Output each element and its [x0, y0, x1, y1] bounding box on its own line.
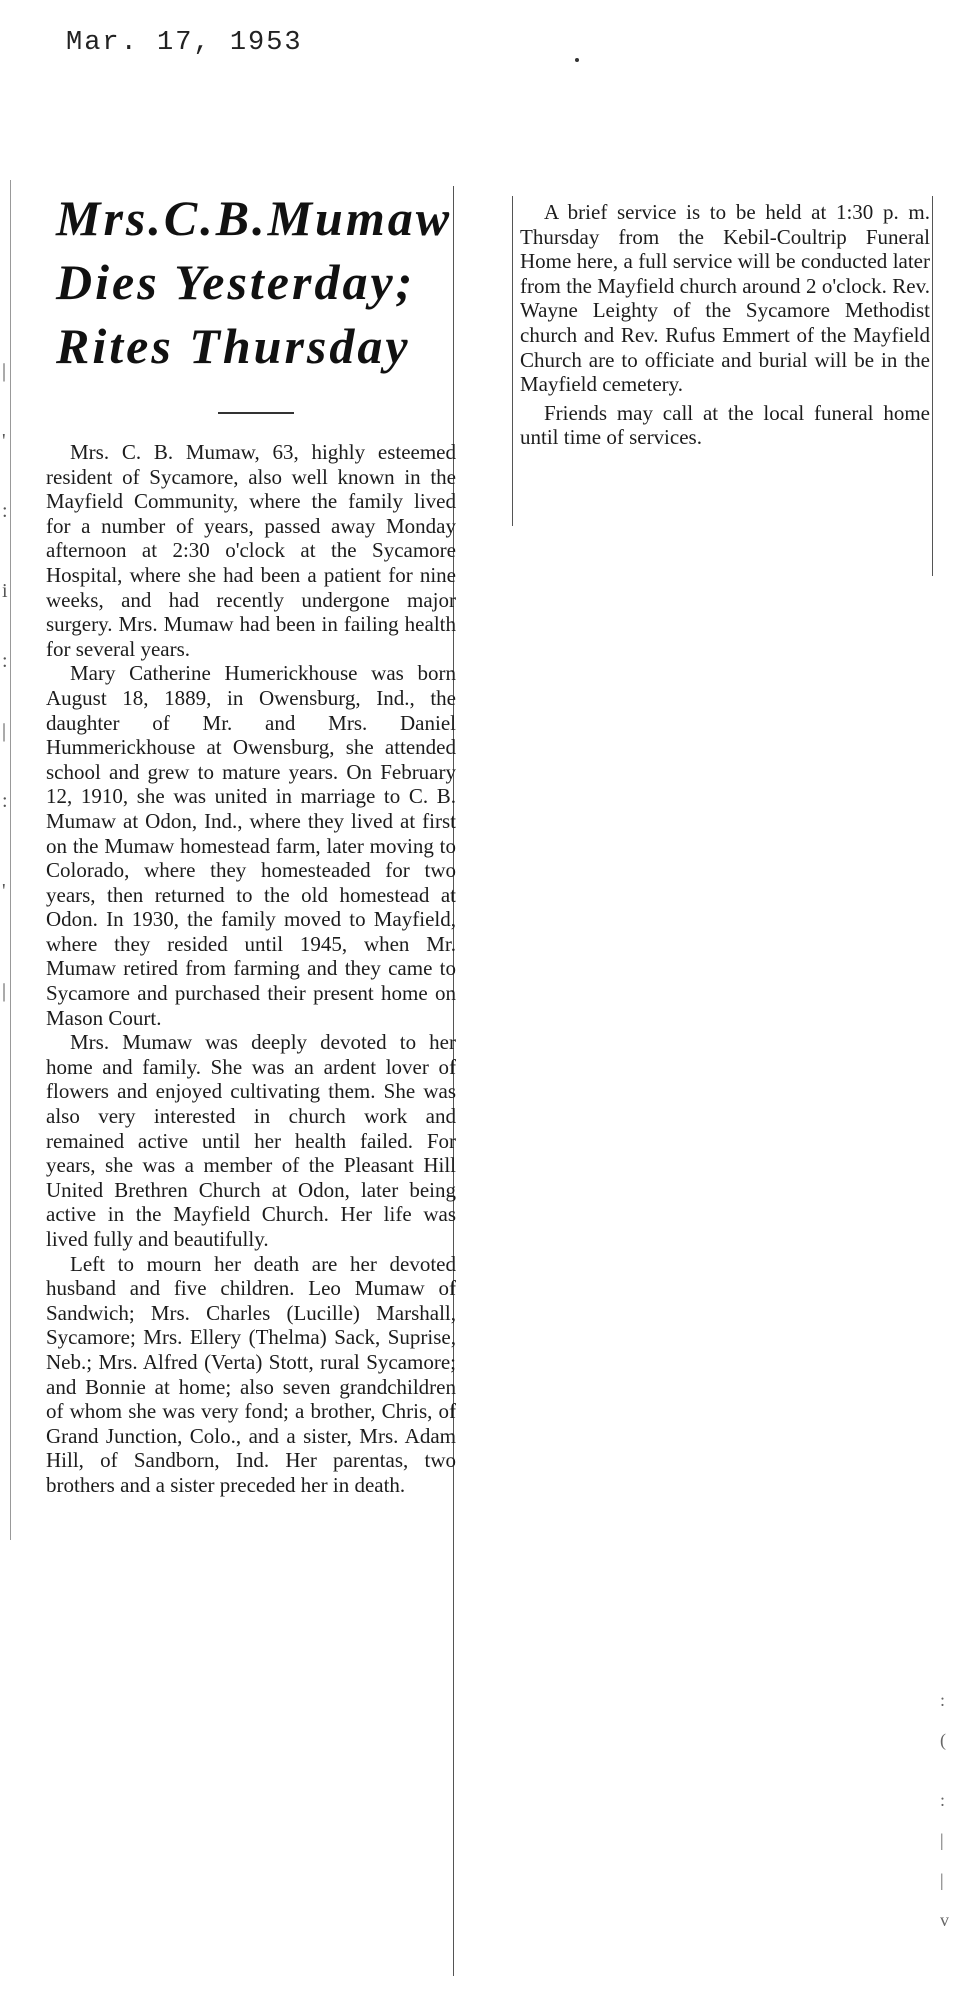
- right-edge-fragments: : ( : | | v: [940, 1690, 949, 1930]
- headline-line-2: Dies Yesterday;: [56, 254, 416, 310]
- headline-line-1: Mrs.C.B.Mumaw: [56, 190, 453, 246]
- ink-speck: [575, 58, 579, 62]
- paragraph-intro: Mrs. C. B. Mumaw, 63, highly esteemed resident of Sycamore, also well known in the Mayfield Community, where the family lived for a number of years, passed away Monday afternoon at 2:30 o'clock at the Sycamore Hospital, where she had been a patient for nine weeks, and had recently undergone major surgery. Mrs. Mumaw had been in failing health for several years.: [46, 440, 456, 661]
- column2-left-rule: [512, 196, 513, 526]
- paragraph-service: A brief service is to be held at 1:30 p. m. Thursday from the Kebil-Coultrip Funeral Home here, a full service will be conducted later from the Mayfield church around 2 o'clock. Rev. Wayne Leighty of the Sycamore Methodist church and Rev. Rufus Emmert of the Mayfield Church are to officiate and burial will be in the Mayfield cemetery.: [520, 200, 930, 397]
- clipping-date: Mar. 17, 1953: [66, 28, 303, 58]
- headline-rule: [218, 412, 294, 414]
- paragraph-visitation: Friends may call at the local funeral home until time of services.: [520, 400, 930, 450]
- column2-right-rule: [932, 196, 933, 576]
- headline: [56, 186, 456, 378]
- left-edge-fragments: | ' : i : | : ' |: [2, 360, 8, 1002]
- paragraph-character: Mrs. Mumaw was deeply devoted to her home and family. She was an ardent lover of flowers and enjoyed cultivating them. She was also very interested in church work and remained active until her health failed. For years, she was a member of the Pleasant Hill United Brethren Church at Odon, later being active in the Mayfield Church. Her life was lived fully and beautifully.: [46, 1030, 456, 1251]
- paragraph-biography: Mary Catherine Humerickhouse was born August 18, 1889, in Owensburg, Ind., the daughter of Mr. and Mrs. Daniel Hummerickhouse at Owensburg, she attended school and grew to mature years. On February 12, 1910, she was united in marriage to C. B. Mumaw at Odon, Ind., where they lived at first on the Mumaw homestead farm, later moving to Colorado, where they homesteaded for two years, then returned to the old homestead at Odon. In 1930, the family moved to Mayfield, where they resided until 1945, when Mr. Mumaw retired from farming and they came to Sycamore and purchased their present home on Mason Court.: [46, 661, 456, 1030]
- obituary-main-column: [46, 186, 456, 1498]
- headline-line-3: Rites Thursday: [56, 318, 411, 374]
- article-body: [46, 440, 456, 1498]
- obituary-continuation-column: [520, 200, 930, 454]
- paragraph-survivors: Left to mourn her death are her devoted husband and five children. Leo Mumaw of Sandwich; Mrs. Charles (Lucille) Marshall, Sycamore; Mrs. Ellery (Thelma) Sack, Suprise, Neb.; Mrs. Alfred (Verta) Stott, rural Sycamore; and Bonnie at home; also seven grandchildren of whom she was very fond; a brother, Chris, of Grand Junction, Colo., and a sister, Mrs. Adam Hill, of Sandborn, Ind. Her parentas, two brothers and a sister preceded her in death.: [46, 1251, 456, 1497]
